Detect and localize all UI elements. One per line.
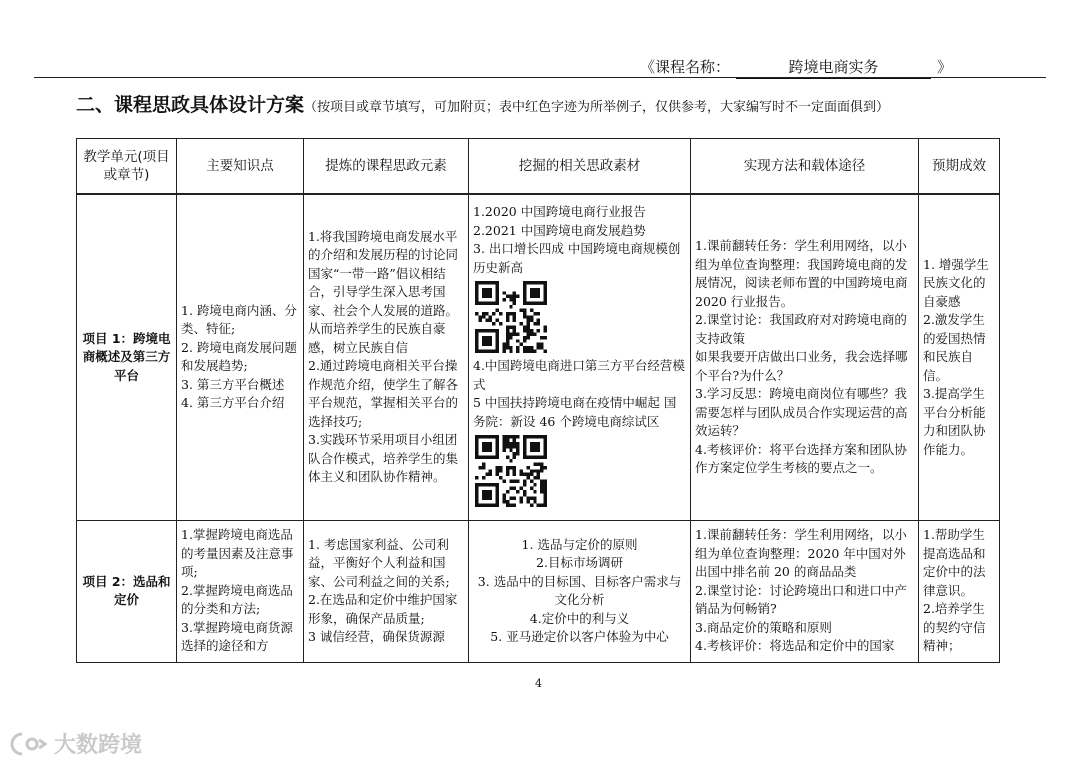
row1-knowledge-item: 3. 第三方平台概述 xyxy=(181,376,285,392)
row1-outcome-item: 1. 增强学生民族文化的自豪感 xyxy=(923,256,989,309)
row2-outcomes xyxy=(919,520,1000,662)
course-suffix: 》 xyxy=(937,58,953,76)
row1-element-item: 2.通过跨境电商相关平台操作规范介绍，使学生了解各平台规范，掌握相关平台的选择技巧; xyxy=(308,358,459,429)
row2-material-item: 5. 亚马逊定价以客户体验为中心 xyxy=(490,629,669,644)
row1-outcome-item: 3.提高学生平台分析能力和团队协作能力。 xyxy=(923,386,986,457)
table-row xyxy=(77,194,1000,520)
header-ideological-elements: 提炼的课程思政元素 xyxy=(304,139,469,195)
row2-knowledge-item: 2.掌握跨境电商选品的分类和方法; xyxy=(181,582,293,617)
row2-method-item: 2.课堂讨论：讨论跨境出口和进口中产销品为何畅销? xyxy=(695,582,907,617)
row2-material-item: 2.目标市场调研 xyxy=(536,555,623,570)
table-header-row xyxy=(77,139,1000,195)
row1-material-item: 5 中国扶持跨境电商在疫情中崛起 国务院：新设 46 个跨境电商综试区 xyxy=(473,395,677,429)
watermark xyxy=(8,728,142,759)
row1-knowledge-item: 1. 跨境电商内涵、分类、特征; xyxy=(181,302,297,337)
row2-element-item: 1. 考虑国家利益、公司利益，平衡好个人利益和国家、公司利益之间的关系; xyxy=(308,536,450,589)
section-note: （按项目或章节填写，可加附页；表中红色字迹为所举例子，仅供参考，大家编写时不一定面面俱到） xyxy=(304,100,890,115)
course-name: 跨境电商实务 xyxy=(736,56,931,79)
row1-unit: 项目 1：跨境电商概述及第三方平台 xyxy=(77,194,177,520)
row1-method-item: 2.课堂讨论：我国政府对对跨境电商的支持政策 xyxy=(695,312,907,346)
row2-material-item: 3. 选品中的目标国、目标客户需求与文化分析 xyxy=(477,573,682,607)
header-teaching-unit: 教学单元(项目或章节) xyxy=(77,139,177,195)
row1-outcomes xyxy=(919,194,1000,520)
row1-method-item: 4.考核评价：将平台选择方案和团队协作方案定位学生考核的要点之一。 xyxy=(695,441,907,475)
row2-knowledge-item: 1.掌握跨境电商选品的考量因素及注意事项; xyxy=(181,527,294,580)
row2-methods xyxy=(691,520,919,662)
section-title: 二、课程思政具体设计方案 xyxy=(76,94,305,116)
row2-material-item: 1. 选品与定价的原则 xyxy=(521,536,638,552)
row1-material-item: 4.中国跨境电商进口第三方平台经营模式 xyxy=(473,358,685,392)
qr-code-icon[interactable] xyxy=(475,281,547,353)
row1-knowledge-item: 4. 第三方平台介绍 xyxy=(181,395,285,411)
header-expected-outcomes: 预期成效 xyxy=(919,139,1000,195)
row2-method-item: 4.考核评价：将选品和定价中的国家 xyxy=(695,638,895,654)
row2-outcome-item: 2.培养学生的契约守信精神； xyxy=(923,601,986,654)
row1-outcome-item: 2.激发学生的爱国热情和民族自信。 xyxy=(923,312,986,383)
row1-materials xyxy=(469,194,691,520)
row2-method-item: 1.课前翻转任务：学生利用网络，以小组为单位查询整理：2020 年中国对外出国中排名前 20 的商品品类 xyxy=(695,527,907,580)
row2-element-item: 3 诚信经营，确保货源源 xyxy=(308,629,445,644)
design-plan-table xyxy=(76,138,1000,663)
row2-unit: 项目 2：选品和定价 xyxy=(77,520,177,662)
header-methods-and-carriers: 实现方法和载体途径 xyxy=(691,139,919,195)
course-name-line xyxy=(640,56,952,79)
header-ideological-materials: 挖掘的相关思政素材 xyxy=(469,139,691,195)
section-heading xyxy=(76,90,889,117)
row2-element-item: 2.在选品和定价中维护国家形象，确保产品质量; xyxy=(308,592,458,626)
row1-elements xyxy=(304,194,469,520)
row2-elements xyxy=(304,520,469,662)
row1-material-item: 2.2021 中国跨境电商发展趋势 xyxy=(473,222,646,238)
row1-material-item: 3. 出口增长四成 中国跨境电商规模创历史新高 xyxy=(473,241,681,275)
row1-element-item: 1.将我国跨境电商发展水平的介绍和发展历程的讨论同国家“一带一路”倡议相结合，引导学生深入思考国家、社会个人发展的道路。从而培养学生的民族自豪感，树立民族自信 xyxy=(308,228,459,355)
page-number: 4 xyxy=(535,677,542,690)
row2-outcome-item: 1.帮助学生提高选品和定价中的法律意识。 xyxy=(923,527,986,598)
watermark-text: 大数跨境 xyxy=(54,733,143,758)
header-knowledge-points: 主要知识点 xyxy=(177,139,304,195)
row1-method-item: 3.学习反思：跨境电商岗位有哪些？我需要怎样与团队成员合作实现运营的高效运转？ xyxy=(695,386,908,438)
watermark-logo-icon xyxy=(8,730,50,758)
qr-code-icon[interactable] xyxy=(475,435,547,507)
row1-material-item: 1.2020 中国跨境电商行业报告 xyxy=(473,204,646,220)
row1-method-item: 1.课前翻转任务：学生利用网络，以小组为单位查询整理：我国跨境电商的发展情况，阅读老师布置的中国跨境电商 2020 行业报告。 xyxy=(695,238,908,309)
row1-element-item: 3.实践环节采用项目小组团队合作模式，培养学生的集体主义和团队协作精神。 xyxy=(308,432,459,485)
row2-material-item: 4.定价中的利与义 xyxy=(529,610,630,626)
row1-knowledge-item: 2. 跨境电商发展问题和发展趋势; xyxy=(181,339,297,374)
row2-knowledge-item: 3.掌握跨境电商货源选择的途径和方 xyxy=(181,619,293,654)
header-rule xyxy=(34,77,1046,78)
row2-knowledge xyxy=(177,520,304,662)
course-prefix: 《课程名称： xyxy=(640,58,731,76)
row1-method-item: 如果我要开店做出口业务，我会选择哪个平台?为什么？ xyxy=(695,349,908,383)
row2-method-item: 3.商品定价的策略和原则 xyxy=(695,619,832,635)
table-row xyxy=(77,520,1000,662)
row2-materials xyxy=(469,520,691,662)
row1-knowledge xyxy=(177,194,304,520)
row1-methods xyxy=(691,194,919,520)
